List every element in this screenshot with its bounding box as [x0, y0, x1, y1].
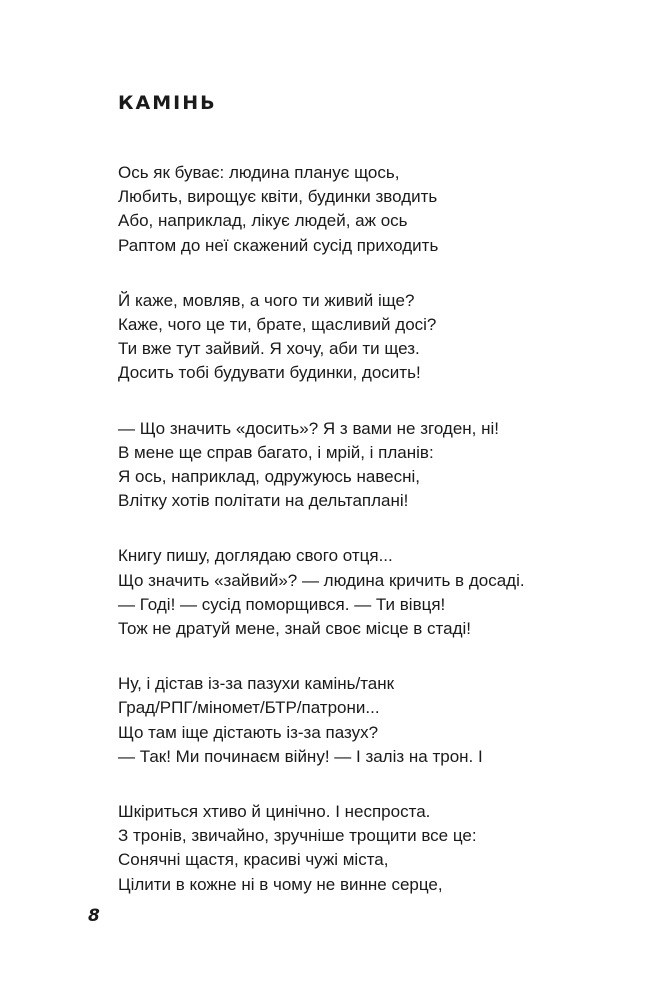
poem-line: Любить, вирощує квіти, будинки зводить — [118, 187, 438, 207]
poem-line: Раптом до неї скажений сусід приходить — [118, 235, 439, 255]
poem-line: З тронів, звичайно, зручніше трощити все це: — [118, 826, 477, 846]
poem-title: КАМІНЬ — [118, 92, 217, 114]
poem-line: Град/РПГ/міномет/БТР/патрони... — [118, 698, 380, 718]
stanza — [118, 289, 618, 386]
poem-line: — Що значить «досить»? Я з вами не згоден, ні! — [118, 418, 500, 438]
poem-line: Влітку хотів політати на дельтаплані! — [118, 491, 409, 511]
stanza — [118, 800, 618, 897]
poem-line: В мене ще справ багато, і мрій, і планів: — [118, 442, 434, 462]
stanza — [118, 417, 618, 514]
poem-line: — Годі! — сусід поморщився. — Ти вівця! — [118, 594, 446, 614]
poem-line: Ну, і дістав із-за пазухи камінь/танк — [118, 674, 395, 694]
page-number: 8 — [88, 906, 100, 926]
poem-line: Шкіриться хтиво й цинічно. І неспроста. — [118, 802, 431, 822]
poem-line: Книгу пишу, доглядаю свого отця... — [118, 546, 393, 566]
poem-line: Ти вже тут зайвий. Я хочу, аби ти щез. — [118, 339, 420, 359]
stanza — [118, 672, 618, 769]
poem-line: Цілити в кожне ні в чому не винне серце, — [118, 874, 443, 894]
poem-line: — Так! Ми починаєм війну! — І заліз на трон. І — [118, 746, 483, 766]
poem-line: Або, наприклад, лікує людей, аж ось — [118, 211, 408, 231]
poem-line: Що там іще дістають із-за пазух? — [118, 722, 379, 742]
poem-line: Сонячні щастя, красиві чужі міста, — [118, 850, 389, 870]
stanza — [118, 161, 618, 258]
poem-line: Що значить «зайвий»? — людина кричить в досаді. — [118, 570, 525, 590]
poem-body — [118, 161, 618, 928]
poem-line: Я ось, наприклад, одружуюсь навесні, — [118, 467, 420, 487]
stanza — [118, 544, 618, 641]
poem-line: Каже, чого це ти, брате, щасливий досі? — [118, 315, 437, 335]
poem-line: Й каже, мовляв, а чого ти живий іще? — [118, 290, 415, 310]
poem-line: Тож не дратуй мене, знай своє місце в стаді! — [118, 619, 472, 639]
poem-line: Ось як буває: людина планує щось, — [118, 163, 400, 182]
poem-line: Досить тобі будувати будинки, досить! — [118, 363, 421, 383]
